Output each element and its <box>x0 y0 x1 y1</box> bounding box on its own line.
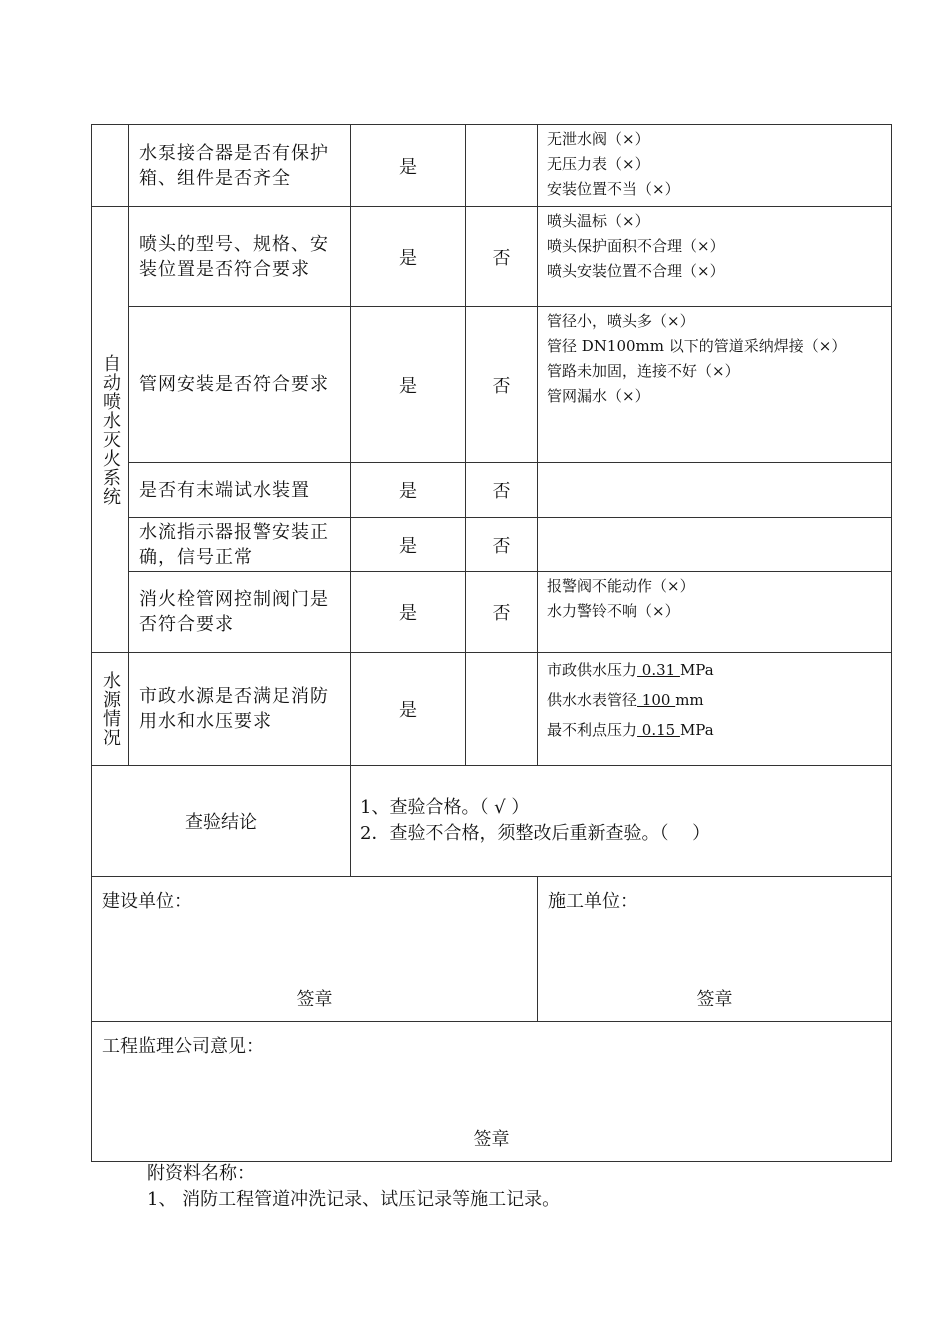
supervisor-stamp: 签章 <box>473 1129 510 1150</box>
municipal-pressure: 市政供水压力 0.31 MPa <box>547 661 714 679</box>
worst-value: 0.15 <box>637 721 680 739</box>
defect-notes <box>538 518 892 572</box>
defect-note: 无泄水阀（×） <box>547 130 650 148</box>
meter-diameter: 供水水表管径 100 mm <box>547 691 704 709</box>
check-item: 是否有末端试水装置 <box>129 463 351 518</box>
no-mark <box>466 125 538 207</box>
defect-notes <box>538 307 892 463</box>
defect-note: 安装位置不当（×） <box>547 180 680 198</box>
no-mark <box>466 653 538 766</box>
check-item: 市政水源是否满足消防用水和水压要求 <box>129 653 351 766</box>
category-water-source <box>92 653 129 766</box>
conclusion-fail: 2．查验不合格，须整改后重新查验。（ ） <box>360 823 711 844</box>
no-mark: 否 <box>466 518 538 572</box>
defect-note: 喷头安装位置不合理（×） <box>547 262 725 280</box>
defect-note: 无压力表（×） <box>547 155 650 173</box>
category-label: 自动喷水灭火系统 <box>100 353 121 506</box>
defect-note: 管网漏水（×） <box>547 387 650 405</box>
attachment-item: 1、 消防工程管道冲洗记录、试压记录等施工记录。 <box>147 1189 561 1210</box>
no-mark: 否 <box>466 207 538 307</box>
defect-note: 喷头保护面积不合理（×） <box>547 237 725 255</box>
category-sprinkler-system <box>92 207 129 653</box>
yes-mark: 是 <box>351 463 466 518</box>
inspection-table <box>91 124 892 1162</box>
conclusion-pass: 1、查验合格。（ √ ） <box>360 797 530 818</box>
table-row <box>92 518 892 572</box>
worst-point-pressure: 最不利点压力 0.15 MPa <box>547 721 714 739</box>
defect-note: 报警阀不能动作（×） <box>547 577 695 595</box>
check-item: 水流指示器报警安装正确，信号正常 <box>129 518 351 572</box>
no-mark: 否 <box>466 307 538 463</box>
builder-stamp: 签章 <box>296 989 333 1010</box>
attachments-title: 附资料名称： <box>147 1163 255 1184</box>
table-row <box>92 207 892 307</box>
yes-mark: 是 <box>351 518 466 572</box>
contractor-signature-cell <box>538 877 892 1022</box>
defect-notes <box>538 572 892 653</box>
defect-notes <box>538 463 892 518</box>
defect-note: 管径小，喷头多（×） <box>547 312 695 330</box>
category-label: 水源情况 <box>100 671 121 747</box>
meter-value: 100 <box>637 691 676 709</box>
supervisor-signature-cell <box>92 1022 892 1162</box>
supervisor-label: 工程监理公司意见： <box>102 1036 264 1057</box>
no-mark: 否 <box>466 572 538 653</box>
table-row <box>92 653 892 766</box>
conclusion-options <box>351 766 892 877</box>
defect-note: 喷头温标（×） <box>547 212 650 230</box>
table-row <box>92 463 892 518</box>
defect-note: 管径 DN100mm 以下的管道采纳焊接（×） <box>547 337 847 355</box>
contractor-stamp: 签章 <box>696 989 733 1010</box>
defect-notes <box>538 207 892 307</box>
yes-mark: 是 <box>351 207 466 307</box>
yes-mark: 是 <box>351 307 466 463</box>
defect-notes <box>538 125 892 207</box>
check-item: 喷头的型号、规格、安装位置是否符合要求 <box>129 207 351 307</box>
defect-note: 水力警铃不响（×） <box>547 602 680 620</box>
yes-mark: 是 <box>351 125 466 207</box>
category-cell-empty <box>92 125 129 207</box>
attachments <box>147 1161 560 1213</box>
defect-note: 管路未加固，连接不好（×） <box>547 362 740 380</box>
pressure-value: 0.31 <box>637 661 680 679</box>
table-row <box>92 125 892 207</box>
check-item: 管网安装是否符合要求 <box>129 307 351 463</box>
table-row <box>92 307 892 463</box>
no-mark: 否 <box>466 463 538 518</box>
builder-signature-cell <box>92 877 538 1022</box>
conclusion-label: 查验结论 <box>92 766 351 877</box>
signature-row <box>92 877 892 1022</box>
builder-label: 建设单位： <box>102 891 192 912</box>
conclusion-row <box>92 766 892 877</box>
yes-mark: 是 <box>351 572 466 653</box>
contractor-label: 施工单位： <box>548 891 638 912</box>
yes-mark: 是 <box>351 653 466 766</box>
supervisor-row <box>92 1022 892 1162</box>
check-item: 水泵接合器是否有保护箱、组件是否齐全 <box>129 125 351 207</box>
table-row <box>92 572 892 653</box>
check-item: 消火栓管网控制阀门是否符合要求 <box>129 572 351 653</box>
water-parameters <box>538 653 892 766</box>
